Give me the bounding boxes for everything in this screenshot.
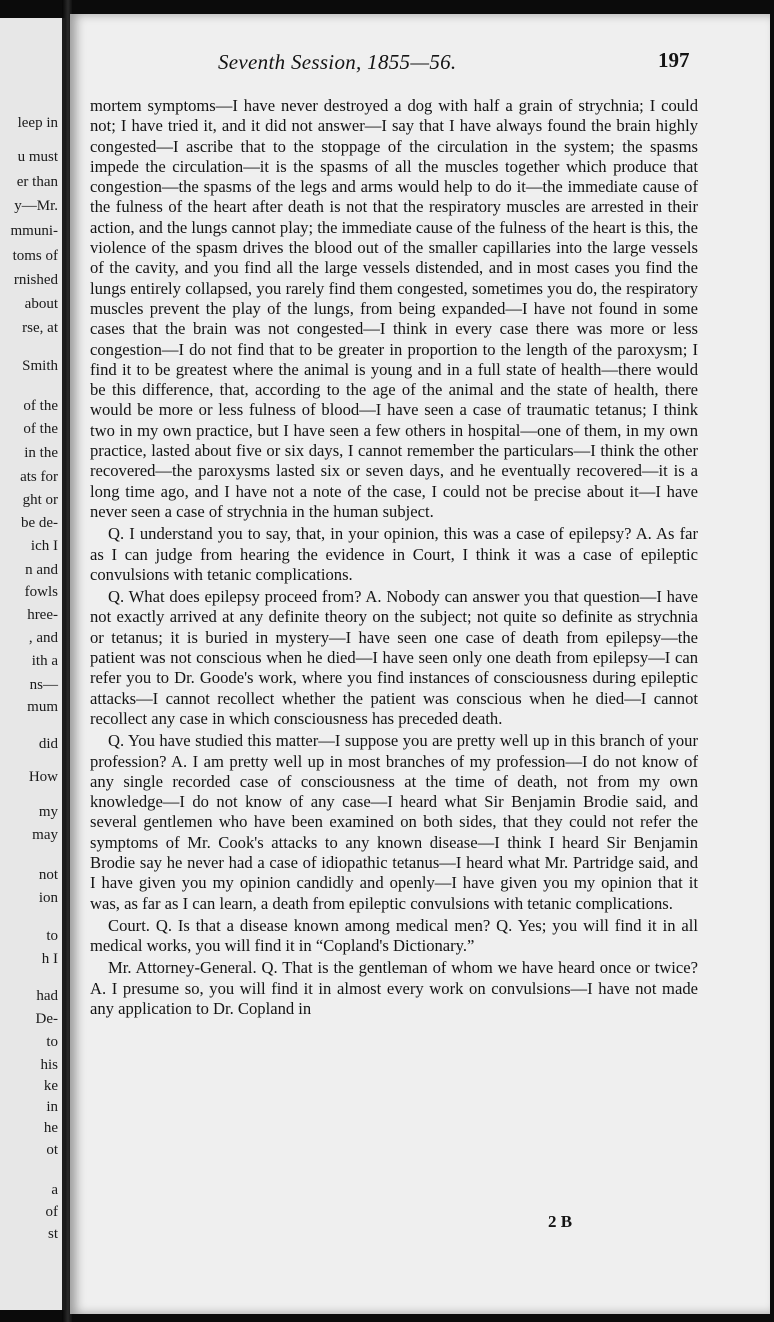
facing-fragment: ion: [38, 890, 58, 906]
facing-fragment: may: [32, 827, 58, 843]
facing-fragment: a: [51, 1182, 58, 1198]
facing-fragment: fowls: [24, 584, 58, 600]
facing-page-edge: [0, 18, 65, 1310]
running-head: Seventh Session, 1855—56.: [218, 50, 457, 74]
facing-fragment: y—Mr.: [14, 198, 58, 214]
facing-fragment: u must: [17, 149, 58, 165]
body-paragraph: mortem symptoms—I have never destroyed a dog with half a grain of strychnia; I could not; I have tried it, and it did not answer—I say that I have always found the brain highly congested—I ascribe that to the stoppage of the circulation in the system; the spasms impede the circulation—it is the spasms of all the muscles together which produce that congestion—the spasms of the legs and arms would help to do it—the immediate cause of the fulness of the heart after death is not that the respiratory muscles are arrested in their action, and the lungs cannot play; the immediate cause of the fulness of the heart is this, the violence of the spasm drives the blood out of the smaller capillaries into the large vessels of the cavity, and you find all the large vessels distended, and in most cases you find the lungs entirely collapsed, you rarely find them congested, sometimes you do, the respiratory muscles prevent the play of the lungs, from being expanded—I have not found in some cases that the brain was not congested—I think in every case there was more or less congestion—I do not find that to be greater in proportion to the length of the paroxysm; I find it to be greatest where the animal is young and in a full state of health—there would be this difference, that, according to the age of the animal and the state of health, there would be more or less fulness of blood—I have seen a case of traumatic tetanus; I think two in my own practice, but I have seen a few others in hospital—one of them, in my own practice, lasted about five or six days, I cannot remember the particulars—I think the other recovered—the paroxysms lasted six or seven days, and he eventually recovered—it is a long time ago, and I have not a note of the case, I could not be precise about it—I have never seen a case of strychnia in the human subject.: [90, 96, 698, 521]
facing-fragment: ith a: [31, 653, 58, 669]
facing-fragment: he: [43, 1120, 58, 1136]
facing-fragment: ats for: [20, 469, 58, 485]
facing-fragment: had: [36, 988, 58, 1004]
facing-fragment: about: [24, 296, 58, 312]
facing-fragment: rse, at: [22, 320, 58, 336]
body-paragraph: Q. I understand you to say, that, in your opinion, this was a case of epilepsy? A. As far as I can judge from hearing the evidence in Court, I think it was a case of epileptic convulsions with tetanic complications.: [90, 524, 698, 584]
facing-fragment: did: [38, 736, 58, 752]
page-number: 197: [658, 48, 690, 72]
facing-fragment: hree-: [27, 607, 58, 623]
facing-fragment: to: [46, 928, 58, 944]
facing-fragment: ich I: [30, 538, 58, 554]
facing-fragment: of: [45, 1204, 58, 1220]
facing-fragment: his: [40, 1057, 58, 1073]
facing-fragment: of the: [23, 398, 58, 414]
facing-fragment: ght or: [22, 492, 58, 508]
facing-fragment: ke: [43, 1078, 58, 1094]
facing-fragment: De-: [35, 1011, 58, 1027]
body-paragraph: Mr. Attorney-General. Q. That is the gentleman of whom we have heard once or twice? A. I presume so, you will find it in almost every work on convulsions—I have not made any application to Dr. Copland in: [90, 958, 698, 1019]
facing-fragment: ns—: [29, 677, 58, 693]
facing-fragment: , and: [28, 630, 58, 646]
facing-fragment: in the: [24, 445, 58, 461]
facing-fragment: leep in: [17, 115, 58, 131]
facing-fragment: be de-: [20, 515, 58, 531]
page-body-text: [90, 96, 698, 1019]
body-paragraph: Court. Q. Is that a disease known among medical men? Q. Yes; you will find it in all medical works, you will find it in “Copland's Dictionary.”: [90, 915, 698, 956]
facing-fragment: n and: [25, 562, 58, 578]
facing-fragment: not: [38, 867, 58, 883]
facing-fragment: rnished: [13, 272, 58, 288]
facing-fragment: How: [28, 769, 58, 785]
body-paragraph: Q. You have studied this matter—I suppose you are pretty well up in this branch of your profession? A. I am pretty well up in most branches of my profession—I do not know of any single recorded case of consciousness at the time of death, not from my own knowledge—I do not know of any case—I heard what Sir Benjamin Brodie said, and several gentlemen who have been examined on both sides, that they could not refer the symptoms of Mr. Cook's attacks to any known disease—I think I heard Sir Benjamin Brodie say he never had a case of idiopathic tetanus—I heard what Mr. Partridge said, and I have given you my opinion candidly and openly—I have given you my opinion that it was, as far as I can learn, a death from epileptic convulsions with tetanic complications.: [90, 731, 698, 913]
signature-mark: 2 B: [548, 1212, 573, 1231]
facing-fragment: of the: [23, 421, 58, 437]
facing-fragment: Smith: [22, 358, 58, 374]
body-paragraph: Q. What does epilepsy proceed from? A. Nobody can answer you that question—I have not exactly arrived at any definite theory on the subject; not quite so definite as strychnia or tetanus; it is buried in mystery—I have seen one case of death from epilepsy—the patient was not conscious when he died—I have seen only one death from epilepsy—I can refer you to Dr. Goode's work, where you find instances of consciousness during epileptic attacks—I cannot recollect whether the patient was conscious when he died—I cannot recollect any case in which consciousness has preceded death.: [90, 587, 698, 728]
facing-fragment: mum: [27, 699, 58, 715]
facing-fragment: my: [38, 804, 58, 820]
facing-fragment: h I: [41, 951, 58, 967]
facing-fragment: st: [47, 1226, 58, 1242]
facing-fragment: to: [46, 1034, 58, 1050]
facing-fragment: in: [46, 1099, 58, 1115]
facing-fragment: toms of: [12, 248, 58, 264]
facing-fragment: mmuni-: [10, 223, 58, 239]
facing-fragment: ot: [46, 1142, 58, 1158]
facing-fragment: er than: [16, 174, 58, 190]
